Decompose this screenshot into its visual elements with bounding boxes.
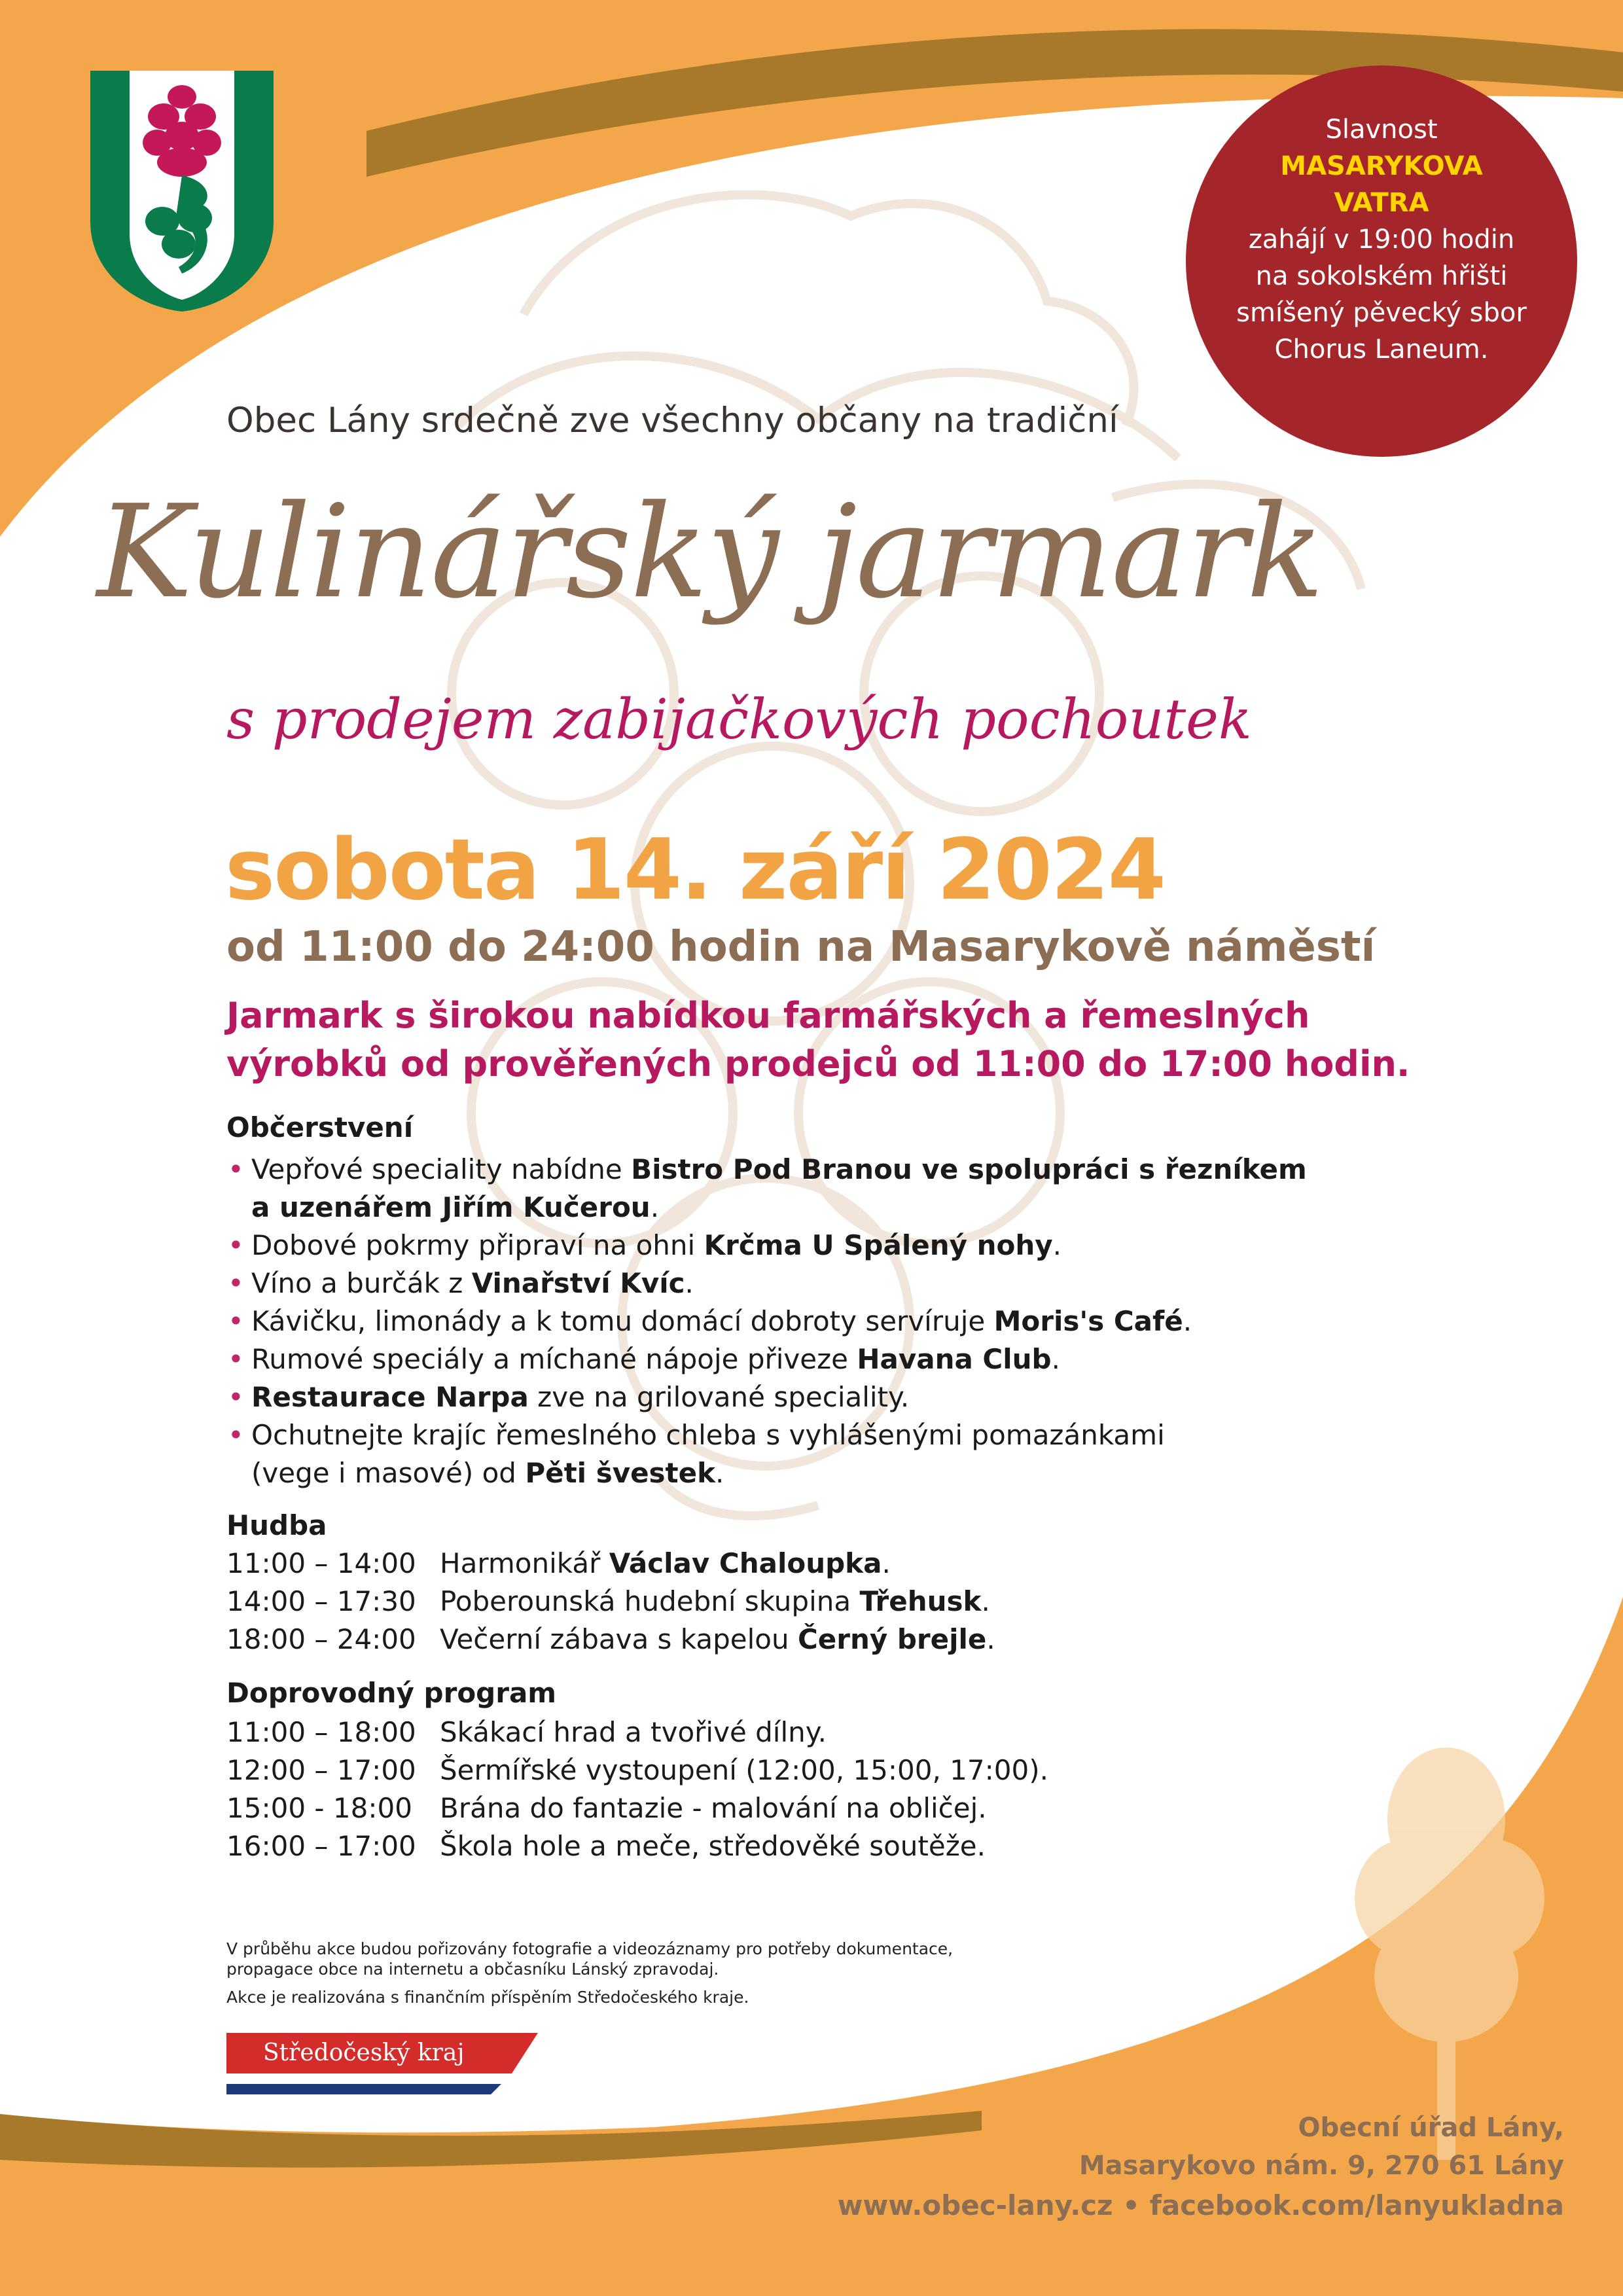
- market-info: [226, 992, 1410, 1088]
- market-line-2: výrobků od prověřených prodejců od 11:00 do 17:00 hodin.: [226, 1043, 1410, 1085]
- page-title: Kulinářský jarmark: [97, 478, 1323, 627]
- schedule-row: 16:00 – 17:00 Škola hole a meče, středověké soutěže.: [226, 1830, 986, 1862]
- schedule-row: 18:00 – 24:00 Večerní zábava s kapelou Černý brejle.: [226, 1623, 995, 1655]
- list-item: • Rumové speciály a míchané nápoje přiveze Havana Club.: [228, 1343, 1060, 1375]
- schedule-row: 11:00 – 18:00 Skákací hrad a tvořivé dílny.: [226, 1716, 827, 1748]
- badge-line-4: zahájí v 19:00 hodin: [1248, 224, 1515, 255]
- badge-line-2: MASARYKOVA: [1280, 151, 1483, 181]
- badge-line-5: na sokolském hřišti: [1255, 261, 1508, 291]
- market-line-1: Jarmark s širokou nabídkou farmářských a řemeslných: [226, 995, 1310, 1036]
- sponsor-logo: [226, 2033, 538, 2094]
- badge-line-6: smíšený pěvecký sbor: [1236, 298, 1527, 328]
- address-line-1: Obecní úřad Lány,: [1298, 2113, 1564, 2143]
- footer-address: [1079, 2109, 1564, 2185]
- sponsor-label: Středočeský kraj: [263, 2039, 465, 2066]
- fineprint: [226, 1939, 1143, 2007]
- event-date: sobota 14. září 2024: [225, 821, 1165, 919]
- list-item: • Vepřové speciality nabídne Bistro Pod Branou ve spolupráci s řezníkem a uzenářem Jiřím Kučerou.: [228, 1153, 1307, 1223]
- program-schedule: [226, 1713, 1048, 1865]
- badge-line-3: VATRA: [1334, 188, 1429, 218]
- music-heading: Hudba: [226, 1509, 327, 1541]
- vatra-badge: [1186, 65, 1577, 457]
- event-time: od 11:00 do 24:00 hodin na Masarykově náměstí: [226, 923, 1376, 971]
- intro-text: Obec Lány srdečně zve všechny občany na tradiční: [226, 401, 1118, 440]
- page-subtitle: s prodejem zabijačkových pochoutek: [226, 687, 1252, 751]
- music-schedule: [226, 1545, 995, 1659]
- schedule-row: 11:00 – 14:00 Harmonikář Václav Chaloupka.: [226, 1547, 891, 1579]
- list-item: • Víno a burčák z Vinařství Kvíc.: [228, 1267, 694, 1299]
- fineprint-line-1: V průběhu akce budou pořizovány fotografie a videozáznamy pro potřeby dokumentace,: [226, 1939, 954, 1958]
- fineprint-line-2: propagace obce na internetu a občasníku Lánský zpravodaj.: [226, 1960, 719, 1979]
- list-item: • Kávičku, limonády a k tomu domácí dobroty servíruje Moris's Café.: [228, 1305, 1192, 1337]
- fineprint-line-3: Akce je realizována s finančním příspěním Středočeského kraje.: [226, 1988, 749, 2007]
- schedule-row: 14:00 – 17:30 Poberounská hudební skupina Třehusk.: [226, 1585, 990, 1617]
- list-item: • Restaurace Narpa zve na grilované speciality.: [228, 1381, 910, 1413]
- refreshments-list: [226, 1151, 1404, 1492]
- list-item: • Ochutnejte krajíc řemeslného chleba s vyhlášenými pomazánkami (vege i masové) od Pěti švestek.: [228, 1419, 1165, 1489]
- footer-web-links[interactable]: www.obec-lany.cz • facebook.com/lanyukladna: [837, 2189, 1564, 2221]
- list-item: • Dobové pokrmy připraví na ohni Krčma U Spálený nohy.: [228, 1229, 1062, 1261]
- badge-line-7: Chorus Laneum.: [1274, 334, 1489, 365]
- badge-line-1: Slavnost: [1325, 115, 1438, 145]
- schedule-row: 15:00 - 18:00 Brána do fantazie - malování na obličej.: [226, 1792, 987, 1824]
- program-heading: Doprovodný program: [226, 1677, 557, 1709]
- refreshments-heading: Občerstvení: [226, 1111, 414, 1143]
- clover-crest-icon: [84, 71, 280, 313]
- schedule-row: 12:00 – 17:00 Šermířské vystoupení (12:00, 15:00, 17:00).: [226, 1754, 1048, 1786]
- address-line-2: Masarykovo nám. 9, 270 61 Lány: [1079, 2151, 1564, 2181]
